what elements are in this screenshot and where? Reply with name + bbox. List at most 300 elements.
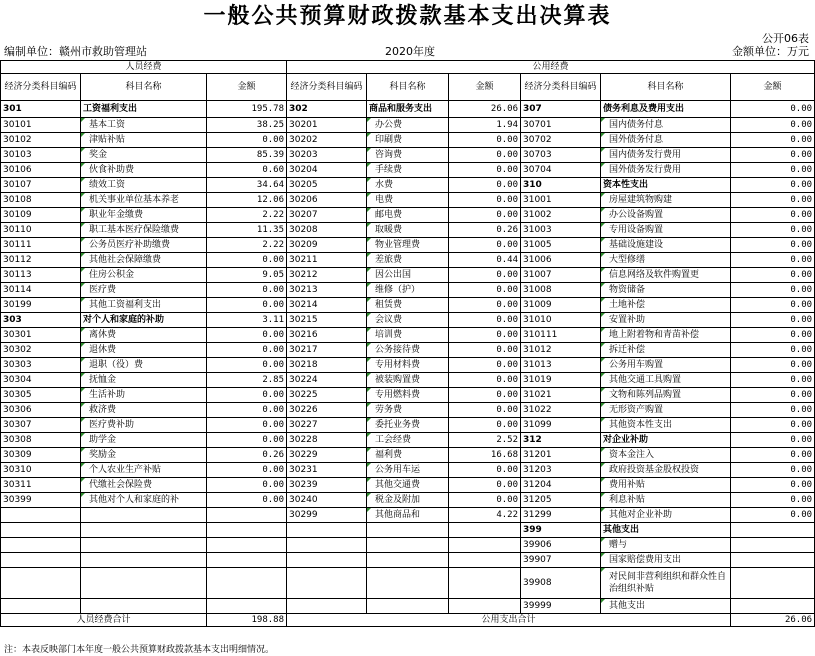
cell-code: 31001: [521, 193, 601, 208]
cell-code: 30204: [287, 163, 367, 178]
cell-code: 30309: [1, 448, 81, 463]
cell-name: 文物和陈列品购置: [601, 388, 731, 403]
cell-code: 30301: [1, 328, 81, 343]
cell-code: 312: [521, 433, 601, 448]
cell-code: 30201: [287, 118, 367, 133]
col-header-amount: 金额: [449, 74, 521, 101]
table-row: [1, 358, 815, 373]
cell-amount: 0.00: [207, 403, 287, 418]
cell-amount: 0.00: [207, 418, 287, 433]
cell-name: 政府投资基金股权投资: [601, 463, 731, 478]
cell-amount: 0.00: [449, 238, 521, 253]
cell-code: [1, 599, 81, 614]
cell-code: 31203: [521, 463, 601, 478]
table-row: [1, 403, 815, 418]
cell-amount: [207, 523, 287, 538]
cell-code: 30107: [1, 178, 81, 193]
cell-code: 30308: [1, 433, 81, 448]
cell-name: 救济费: [81, 403, 207, 418]
cell-code: 30228: [287, 433, 367, 448]
cell-name: 工资福利支出: [81, 101, 207, 118]
cell-amount: 0.00: [731, 133, 815, 148]
cell-name: 税金及附加: [367, 493, 449, 508]
cell-code: 39908: [521, 568, 601, 599]
cell-name: 大型修缮: [601, 253, 731, 268]
cell-amount: [207, 508, 287, 523]
cell-code: 31003: [521, 223, 601, 238]
cell-code: [1, 523, 81, 538]
cell-code: 30102: [1, 133, 81, 148]
cell-name: 生活补助: [81, 388, 207, 403]
cell-name: 机关事业单位基本养老: [81, 193, 207, 208]
table-row: [1, 328, 815, 343]
cell-amount: 34.64: [207, 178, 287, 193]
cell-name: 其他支出: [601, 599, 731, 614]
cell-code: 30112: [1, 253, 81, 268]
col-header-name: 科目名称: [81, 74, 207, 101]
cell-amount: 0.00: [731, 223, 815, 238]
cell-amount: 0.00: [207, 328, 287, 343]
cell-name: 奖励金: [81, 448, 207, 463]
cell-code: 31012: [521, 343, 601, 358]
cell-code: [1, 553, 81, 568]
cell-name: 债务利息及费用支出: [601, 101, 731, 118]
cell-code: 30205: [287, 178, 367, 193]
cell-amount: 2.52: [449, 433, 521, 448]
cell-code: [1, 508, 81, 523]
cell-code: 30226: [287, 403, 367, 418]
cell-code: 30217: [287, 343, 367, 358]
cell-amount: 0.00: [449, 208, 521, 223]
section-personnel: 人员经费: [1, 61, 287, 74]
table-row: [1, 178, 815, 193]
cell-code: 30216: [287, 328, 367, 343]
cell-name: 医疗费: [81, 283, 207, 298]
cell-amount: 0.00: [207, 298, 287, 313]
cell-amount: [449, 553, 521, 568]
total-personnel-amount: 198.88: [207, 614, 287, 627]
cell-amount: 16.68: [449, 448, 521, 463]
col-header-amount: 金额: [207, 74, 287, 101]
cell-code: 30704: [521, 163, 601, 178]
cell-code: 30108: [1, 193, 81, 208]
cell-name: 其他工资福利支出: [81, 298, 207, 313]
cell-name: [81, 508, 207, 523]
cell-code: 31009: [521, 298, 601, 313]
table-row: [1, 448, 815, 463]
cell-amount: 0.00: [449, 148, 521, 163]
cell-amount: 85.39: [207, 148, 287, 163]
cell-amount: 0.00: [731, 388, 815, 403]
cell-name: 赠与: [601, 538, 731, 553]
cell-amount: 4.22: [449, 508, 521, 523]
col-header-name: 科目名称: [367, 74, 449, 101]
cell-amount: 0.00: [731, 313, 815, 328]
cell-name: 资本金注入: [601, 448, 731, 463]
cell-name: [81, 523, 207, 538]
cell-amount: 0.00: [207, 478, 287, 493]
cell-code: 30302: [1, 343, 81, 358]
cell-name: 被装购置费: [367, 373, 449, 388]
cell-name: 个人农业生产补贴: [81, 463, 207, 478]
table-row: [1, 568, 815, 599]
cell-code: 30215: [287, 313, 367, 328]
cell-amount: 9.05: [207, 268, 287, 283]
cell-code: [287, 538, 367, 553]
cell-name: [81, 599, 207, 614]
cell-code: 30227: [287, 418, 367, 433]
table-row: [1, 418, 815, 433]
cell-code: 30229: [287, 448, 367, 463]
cell-amount: [207, 538, 287, 553]
cell-code: 30299: [287, 508, 367, 523]
cell-name: 国内债务付息: [601, 118, 731, 133]
cell-name: 抚恤金: [81, 373, 207, 388]
total-personnel-label: 人员经费合计: [1, 614, 207, 627]
cell-amount: 1.94: [449, 118, 521, 133]
cell-amount: 0.00: [731, 418, 815, 433]
cell-name: 住房公积金: [81, 268, 207, 283]
cell-code: 30113: [1, 268, 81, 283]
cell-name: 基础设施建设: [601, 238, 731, 253]
cell-amount: 0.00: [731, 283, 815, 298]
cell-amount: 2.22: [207, 208, 287, 223]
cell-amount: 0.00: [449, 163, 521, 178]
cell-code: 39907: [521, 553, 601, 568]
table-row: [1, 538, 815, 553]
cell-amount: 38.25: [207, 118, 287, 133]
cell-amount: 0.00: [731, 478, 815, 493]
cell-name: 地上附着物和青苗补偿: [601, 328, 731, 343]
cell-amount: 0.00: [731, 298, 815, 313]
cell-name: 物资储备: [601, 283, 731, 298]
cell-amount: [731, 599, 815, 614]
cell-name: 土地补偿: [601, 298, 731, 313]
cell-amount: 0.00: [449, 313, 521, 328]
cell-code: 30310: [1, 463, 81, 478]
cell-name: 专用材料费: [367, 358, 449, 373]
cell-amount: 0.00: [731, 463, 815, 478]
report-year: 2020年度: [385, 45, 435, 58]
table-row: [1, 599, 815, 614]
cell-amount: 0.00: [731, 178, 815, 193]
cell-amount: 0.00: [449, 478, 521, 493]
cell-name: 劳务费: [367, 403, 449, 418]
cell-code: 30225: [287, 388, 367, 403]
cell-amount: 0.00: [207, 358, 287, 373]
table-row: [1, 388, 815, 403]
cell-code: 39906: [521, 538, 601, 553]
cell-amount: 0.00: [731, 328, 815, 343]
cell-code: 31008: [521, 283, 601, 298]
cell-code: 31099: [521, 418, 601, 433]
table-row: [1, 193, 815, 208]
cell-amount: 0.00: [449, 133, 521, 148]
table-row: [1, 298, 815, 313]
cell-name: 奖金: [81, 148, 207, 163]
cell-amount: 0.00: [731, 358, 815, 373]
table-row: [1, 493, 815, 508]
cell-name: 办公费: [367, 118, 449, 133]
cell-code: 31002: [521, 208, 601, 223]
cell-amount: [449, 568, 521, 599]
cell-amount: 0.00: [731, 268, 815, 283]
cell-code: 30213: [287, 283, 367, 298]
cell-amount: 0.00: [449, 358, 521, 373]
column-header-row: [1, 74, 815, 101]
cell-amount: 0.00: [207, 463, 287, 478]
cell-code: 30199: [1, 298, 81, 313]
cell-name: 绩效工资: [81, 178, 207, 193]
cell-name: 伙食补助费: [81, 163, 207, 178]
cell-amount: 0.00: [207, 283, 287, 298]
cell-amount: 0.00: [731, 373, 815, 388]
cell-amount: 0.00: [449, 373, 521, 388]
cell-amount: 0.00: [207, 253, 287, 268]
cell-code: 30703: [521, 148, 601, 163]
cell-code: 310111: [521, 328, 601, 343]
table-row: [1, 148, 815, 163]
cell-name: 差旅费: [367, 253, 449, 268]
cell-code: 30206: [287, 193, 367, 208]
cell-amount: 0.00: [449, 193, 521, 208]
cell-amount: [731, 538, 815, 553]
cell-name: 国内债务发行费用: [601, 148, 731, 163]
cell-amount: 0.00: [731, 448, 815, 463]
cell-amount: 2.22: [207, 238, 287, 253]
cell-amount: 0.00: [731, 101, 815, 118]
cell-amount: 26.06: [449, 101, 521, 118]
cell-name: 福利费: [367, 448, 449, 463]
cell-name: 资本性支出: [601, 178, 731, 193]
cell-name: 商品和服务支出: [367, 101, 449, 118]
cell-name: 职业年金缴费: [81, 208, 207, 223]
cell-amount: 0.00: [731, 433, 815, 448]
cell-code: 31021: [521, 388, 601, 403]
cell-amount: [207, 568, 287, 599]
cell-amount: 12.06: [207, 193, 287, 208]
cell-amount: 0.60: [207, 163, 287, 178]
cell-name: 咨询费: [367, 148, 449, 163]
cell-code: 302: [287, 101, 367, 118]
cell-name: 因公出国: [367, 268, 449, 283]
cell-name: 维修（护）: [367, 283, 449, 298]
cell-code: 30218: [287, 358, 367, 373]
cell-code: 31006: [521, 253, 601, 268]
cell-code: 31005: [521, 238, 601, 253]
cell-name: 印刷费: [367, 133, 449, 148]
total-public-label: 公用支出合计: [287, 614, 731, 627]
cell-amount: 0.44: [449, 253, 521, 268]
cell-name: 信息网络及软件购置更: [601, 268, 731, 283]
cell-code: 30114: [1, 283, 81, 298]
cell-name: [367, 553, 449, 568]
cell-name: 水费: [367, 178, 449, 193]
cell-name: 国外债务发行费用: [601, 163, 731, 178]
col-header-amount: 金额: [731, 74, 815, 101]
cell-name: 对民间非营利组织和群众性自治组织补贴: [601, 568, 731, 599]
cell-code: 30209: [287, 238, 367, 253]
cell-amount: 0.00: [731, 493, 815, 508]
cell-amount: 0.00: [449, 283, 521, 298]
cell-code: 30306: [1, 403, 81, 418]
section-public: 公用经费: [287, 61, 815, 74]
cell-amount: 0.00: [449, 493, 521, 508]
cell-code: 30109: [1, 208, 81, 223]
cell-code: [287, 568, 367, 599]
total-public-amount: 26.06: [731, 614, 815, 627]
cell-code: 30103: [1, 148, 81, 163]
col-header-name: 科目名称: [601, 74, 731, 101]
cell-name: 手续费: [367, 163, 449, 178]
cell-name: 其他对个人和家庭的补: [81, 493, 207, 508]
table-row: [1, 133, 815, 148]
cell-name: 租赁费: [367, 298, 449, 313]
cell-amount: 0.00: [449, 328, 521, 343]
cell-name: 其他社会保障缴费: [81, 253, 207, 268]
cell-amount: 0.00: [207, 343, 287, 358]
cell-name: 物业管理费: [367, 238, 449, 253]
cell-name: 助学金: [81, 433, 207, 448]
cell-name: 会议费: [367, 313, 449, 328]
cell-code: 31299: [521, 508, 601, 523]
cell-amount: 0.00: [207, 133, 287, 148]
cell-code: 30110: [1, 223, 81, 238]
cell-name: [367, 523, 449, 538]
cell-name: 房屋建筑物购建: [601, 193, 731, 208]
cell-code: 30304: [1, 373, 81, 388]
cell-code: 30214: [287, 298, 367, 313]
cell-amount: [207, 553, 287, 568]
cell-name: 津贴补贴: [81, 133, 207, 148]
cell-code: 31013: [521, 358, 601, 373]
cell-amount: 0.00: [207, 433, 287, 448]
cell-amount: [449, 599, 521, 614]
cell-name: 国外债务付息: [601, 133, 731, 148]
totals-row: [1, 614, 815, 627]
cell-amount: 0.00: [449, 298, 521, 313]
cell-amount: 0.00: [731, 193, 815, 208]
cell-name: [81, 568, 207, 599]
cell-code: [287, 553, 367, 568]
cell-name: 费用补贴: [601, 478, 731, 493]
cell-name: 培训费: [367, 328, 449, 343]
cell-code: 30212: [287, 268, 367, 283]
cell-code: [1, 568, 81, 599]
table-row: [1, 478, 815, 493]
cell-code: 30208: [287, 223, 367, 238]
cell-code: 310: [521, 178, 601, 193]
cell-code: [287, 599, 367, 614]
cell-name: 公务员医疗补助缴费: [81, 238, 207, 253]
cell-code: 399: [521, 523, 601, 538]
table-row: [1, 313, 815, 328]
cell-code: 30224: [287, 373, 367, 388]
cell-amount: [207, 599, 287, 614]
table-row: [1, 253, 815, 268]
cell-amount: 0.00: [207, 493, 287, 508]
cell-code: 30701: [521, 118, 601, 133]
cell-amount: 0.00: [207, 388, 287, 403]
org-unit: 编制单位：赣州市救助管理站: [4, 45, 147, 58]
cell-code: 30203: [287, 148, 367, 163]
section-header-row: [1, 61, 815, 74]
cell-code: 30305: [1, 388, 81, 403]
cell-code: [1, 538, 81, 553]
cell-name: 其他支出: [601, 523, 731, 538]
cell-amount: 0.00: [731, 508, 815, 523]
cell-code: 30111: [1, 238, 81, 253]
cell-name: 公务接待费: [367, 343, 449, 358]
cell-amount: 0.00: [731, 403, 815, 418]
cell-code: 31022: [521, 403, 601, 418]
col-header-code: 经济分类科目编码: [1, 74, 81, 101]
cell-name: 国家赔偿费用支出: [601, 553, 731, 568]
table-row: [1, 101, 815, 118]
cell-code: 31204: [521, 478, 601, 493]
cell-amount: 0.00: [449, 178, 521, 193]
cell-amount: 0.00: [449, 268, 521, 283]
cell-name: 工会经费: [367, 433, 449, 448]
cell-amount: 0.00: [731, 163, 815, 178]
table-row: [1, 553, 815, 568]
cell-name: 无形资产购置: [601, 403, 731, 418]
cell-amount: 11.35: [207, 223, 287, 238]
cell-code: 30307: [1, 418, 81, 433]
cell-name: 对企业补助: [601, 433, 731, 448]
cell-name: 拆迁补偿: [601, 343, 731, 358]
cell-name: 邮电费: [367, 208, 449, 223]
cell-amount: 0.00: [731, 238, 815, 253]
cell-name: 委托业务费: [367, 418, 449, 433]
col-header-code: 经济分类科目编码: [521, 74, 601, 101]
col-header-code: 经济分类科目编码: [287, 74, 367, 101]
table-row: [1, 223, 815, 238]
cell-name: [81, 538, 207, 553]
cell-code: 31010: [521, 313, 601, 328]
cell-name: 专用燃料费: [367, 388, 449, 403]
cell-amount: 0.00: [449, 388, 521, 403]
cell-name: [367, 599, 449, 614]
cell-code: 307: [521, 101, 601, 118]
cell-name: [367, 568, 449, 599]
cell-name: 利息补贴: [601, 493, 731, 508]
amount-unit: 金额单位：万元: [732, 45, 809, 58]
table-row: [1, 283, 815, 298]
cell-name: 离休费: [81, 328, 207, 343]
table-row: [1, 433, 815, 448]
report-header: [0, 44, 815, 60]
cell-code: 30239: [287, 478, 367, 493]
cell-code: 31205: [521, 493, 601, 508]
cell-amount: 0.26: [449, 223, 521, 238]
table-row: [1, 343, 815, 358]
table-row: [1, 523, 815, 538]
cell-amount: 0.26: [207, 448, 287, 463]
cell-code: 31007: [521, 268, 601, 283]
cell-name: 公务用车运: [367, 463, 449, 478]
cell-code: 30211: [287, 253, 367, 268]
cell-amount: [731, 553, 815, 568]
cell-code: 30101: [1, 118, 81, 133]
cell-code: 30702: [521, 133, 601, 148]
cell-code: 30399: [1, 493, 81, 508]
cell-code: 31201: [521, 448, 601, 463]
cell-name: 职工基本医疗保险缴费: [81, 223, 207, 238]
cell-code: 30106: [1, 163, 81, 178]
cell-amount: 0.00: [449, 463, 521, 478]
cell-name: 办公设备购置: [601, 208, 731, 223]
